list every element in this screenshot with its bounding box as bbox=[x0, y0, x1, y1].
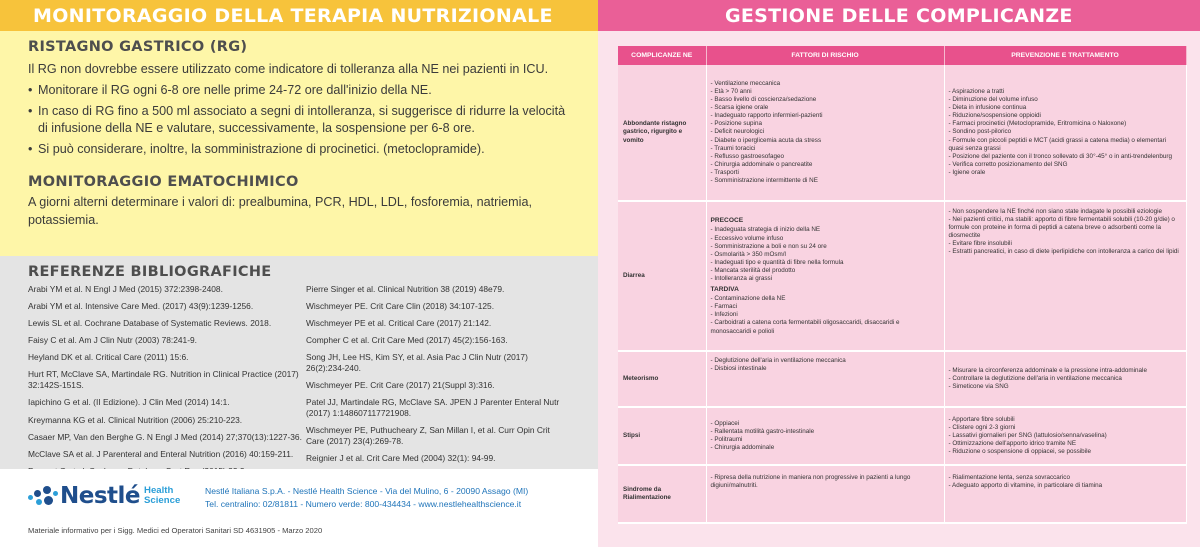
risk-factors bbox=[706, 351, 944, 407]
list-item: - Trasporti bbox=[710, 168, 739, 176]
list-item: - Simeticone via SNG bbox=[948, 383, 1009, 391]
list-item: - Età > 70 anni bbox=[710, 87, 752, 95]
prevention-treatment bbox=[944, 407, 1186, 465]
complication-name: Diarrea bbox=[618, 201, 706, 351]
disclaimer: Materiale informativo per i Sigg. Medici ed Operatori Sanitari SD 4631905 - Marzo 2020 bbox=[28, 526, 323, 535]
reference: Hurt RT, McClave SA, Martindale RG. Nutrition in Clinical Practice (2017) 32:142S-151S. bbox=[28, 369, 299, 391]
list-item: - Ripresa della nutrizione in maniera non progressive in pazienti a lungo digiuni/malnutriti. bbox=[710, 474, 911, 490]
reference: Reignier J et al. Crit Care Med (2004) 32(1): 94-99. bbox=[306, 453, 496, 464]
list-item: - Formule con piccoli peptidi e MCT (acidi grassi a catena media) o elementari quasi senza grassi bbox=[948, 136, 1167, 152]
reference: Wischmeyer PE. Crit Care Clin (2018) 34:107-125. bbox=[306, 301, 495, 312]
monitoring-section bbox=[0, 31, 598, 256]
prevention-treatment bbox=[944, 201, 1186, 351]
refs-col-1 bbox=[28, 284, 306, 483]
list-item: - Riduzione/sospensione oppioidi bbox=[948, 112, 1041, 120]
list-item: - Deficit neurologici bbox=[710, 128, 765, 136]
reference: Faisy C et al. Am J Clin Nutr (2003) 78:241-9. bbox=[28, 335, 197, 346]
reference: Compher C et al. Crit Care Med (2017) 45(2):156-163. bbox=[306, 335, 508, 346]
col-header: PREVENZIONE E TRATTAMENTO bbox=[944, 46, 1186, 65]
list-item: - Chirurgia addominale o pancreatite bbox=[710, 160, 813, 168]
list-item: - Estratti pancreatici, in caso di diete iperlipidiche con intolleranza a carico dei lipidi bbox=[948, 248, 1179, 256]
col-header: FATTORI DI RISCHIO bbox=[706, 46, 944, 65]
reference: McClave SA et al. J Parenteral and Enteral Nutrition (2016) 40:159-211. bbox=[28, 448, 294, 459]
risk-factors bbox=[706, 201, 944, 351]
reference: Heyland DK et al. Critical Care (2011) 15:6. bbox=[28, 352, 189, 363]
company-line: Nestlé Italiana S.p.A. - Nestlé Health Science - Via del Mulino, 6 - 20090 Assago (MI) bbox=[205, 486, 529, 496]
list-item: - Chirurgia addominale bbox=[710, 444, 775, 452]
table-row bbox=[618, 407, 1186, 465]
rg-bullet: • Monitorare il RG ogni 6-8 ore nelle prime 24-72 ore dall'inizio della NE. bbox=[28, 82, 570, 99]
nestle-health-science-logo bbox=[28, 483, 180, 509]
list-item: - Inadeguati tipo e quantità di fibre nella formula bbox=[710, 258, 844, 266]
list-item: - Carboidrati a catena corta fermentabili oligosaccaridi, disaccaridi e monosaccaridi e polioli bbox=[710, 319, 900, 335]
list-item: - Non sospendere la NE finché non siano state indagate le possibili eziologie bbox=[948, 208, 1163, 215]
list-item: - Igiene orale bbox=[948, 168, 986, 176]
right-panel bbox=[598, 0, 1200, 547]
list-item: - Infezioni bbox=[710, 311, 738, 319]
table-row bbox=[618, 65, 1186, 201]
list-item: - Sondino post-pilorico bbox=[948, 128, 1012, 136]
reference: Wischmeyer PE, Puthucheary Z, San Millan I, et al. Curr Opin Crit Care (2017) 23(4):269-78. bbox=[306, 425, 550, 447]
emato-title: MONITORAGGIO EMATOCHIMICO bbox=[28, 174, 299, 190]
risk-subheading: TARDIVA bbox=[710, 286, 739, 294]
rg-bullet: • Si può considerare, inoltre, la somministrazione di procinetici. (metoclopramide). bbox=[28, 141, 570, 158]
logo-subtitle bbox=[144, 486, 180, 506]
list-item: - Scarsa igiene orale bbox=[710, 104, 769, 112]
list-item: - Somministrazione a boli e non su 24 ore bbox=[710, 242, 827, 250]
rg-intro: Il RG non dovrebbe essere utilizzato come indicatore di tolleranza alla NE nei pazienti in ICU. bbox=[28, 62, 549, 76]
reference: Arabi YM et al. Intensive Care Med. (2017) 43(9):1239-1256. bbox=[28, 301, 254, 312]
table-row bbox=[618, 465, 1186, 523]
list-item: - Posizione supina bbox=[710, 120, 762, 128]
list-item: - Apportare fibre solubili bbox=[948, 415, 1015, 423]
list-item: - Reflusso gastroesofageo bbox=[710, 152, 785, 160]
list-item: - Basso livello di coscienza/sedazione bbox=[710, 96, 817, 104]
logo-dots-icon bbox=[28, 485, 58, 507]
reference: Lewis SL et al. Cochrane Database of Systematic Reviews. 2018. bbox=[28, 318, 272, 329]
list-item: - Verifica corretto posizionamento del SNG bbox=[948, 160, 1068, 168]
list-item: - Riduzione o sospensione di oppiacei, se possibile bbox=[948, 448, 1091, 456]
risk-factors bbox=[706, 407, 944, 465]
list-item: - Osmolarità > 350 mOsm/l bbox=[710, 250, 786, 258]
list-item: - Oppiacei bbox=[710, 419, 740, 427]
list-item: - Adeguato apporto di vitamine, in particolare di tiamina bbox=[948, 482, 1103, 490]
right-header: GESTIONE DELLE COMPLICANZE bbox=[598, 0, 1200, 31]
reference: Song JH, Lee HS, Kim SY, et al. Asia Pac J Clin Nutr (2017) 26(2):234-240. bbox=[306, 352, 528, 374]
complication-name: Sindrome da Rialimentazione bbox=[618, 465, 706, 523]
reference: Pierre Singer et al. Clinical Nutrition 38 (2019) 48e79. bbox=[306, 284, 505, 294]
risk-subheading: PRECOCE bbox=[710, 217, 744, 225]
list-item: - Politraumi bbox=[710, 436, 743, 443]
list-item: - Inadeguato rapporto infermieri-pazienti bbox=[710, 112, 823, 120]
list-item: - Traumi toracici bbox=[710, 144, 756, 152]
list-item: - Rialimentazione lenta, senza sovraccarico bbox=[948, 474, 1070, 481]
left-header: MONITORAGGIO DELLA TERAPIA NUTRIZIONALE bbox=[0, 0, 598, 31]
reference: Wischmeyer PE. Crit Care (2017) 21(Suppl 3):316. bbox=[306, 380, 495, 391]
list-item: - Inadeguata strategia di inizio della NE bbox=[710, 226, 821, 234]
logo-wordmark: Nestlé bbox=[60, 483, 141, 509]
contact-line bbox=[205, 498, 528, 511]
list-item: - Disbiosi intestinale bbox=[710, 365, 767, 373]
list-item: - Misurare la circonferenza addominale e la pressione intra-addominale bbox=[948, 366, 1147, 374]
reference: Iapichino G et al. (II Edizione). J Clin Med (2014) 14:1. bbox=[28, 397, 230, 408]
prevention-treatment bbox=[944, 465, 1186, 523]
reference: Patel JJ, Martindale RG, McClave SA. JPEN J Parenter Enteral Nutr (2017) 1:148607117721908. bbox=[306, 397, 560, 419]
risk-factors bbox=[706, 65, 944, 201]
reference: Casaer MP, Van den Berghe G. N Engl J Med (2014) 27;370(13):1227-36. bbox=[28, 431, 302, 442]
logo-science: Science bbox=[144, 495, 181, 506]
list-item: - Dieta in infusione continua bbox=[948, 104, 1027, 112]
list-item: - Diabete o iperglicemia acuta da stress bbox=[710, 136, 822, 144]
references-section bbox=[0, 256, 598, 469]
list-item: - Evitare fibre insolubili bbox=[948, 240, 1012, 248]
list-item: - Intolleranza ai grassi bbox=[710, 275, 773, 282]
list-item: - Clistere ogni 2-3 giorni bbox=[948, 423, 1016, 431]
prevention-treatment bbox=[944, 351, 1186, 407]
left-panel bbox=[0, 0, 598, 547]
complications-table bbox=[618, 46, 1187, 524]
reference: Wischmeyer PE et al. Critical Care (2017) 21:142. bbox=[306, 318, 492, 329]
logo-health: Health bbox=[144, 485, 174, 496]
refs-col-2 bbox=[306, 284, 568, 483]
list-item: - Eccessivo volume infuso bbox=[710, 234, 784, 242]
table-header-row bbox=[618, 46, 1186, 65]
risk-factors bbox=[706, 465, 944, 523]
list-item: - Ventilazione meccanica bbox=[710, 79, 781, 87]
list-item: - Posizione del paziente con il tronco sollevato di 30°-45° o in anti-trendelenburg bbox=[948, 152, 1172, 160]
footer bbox=[0, 469, 598, 547]
list-item: - Diminuzione del volume infuso bbox=[948, 96, 1038, 104]
list-item: - Nei pazienti critici, ma stabili: apporto di fibre fermentabili solubili (10-20 g/die) o formule con proteine in forma di peptidi a catena breve o adsorbenti come la diosmectite bbox=[948, 216, 1175, 240]
rg-title: RISTAGNO GASTRICO (RG) bbox=[28, 39, 248, 55]
table-row bbox=[618, 351, 1186, 407]
complication-name: Abbondante ristagno gastrico, rigurgito e vomito bbox=[618, 65, 706, 201]
list-item: - Farmaci bbox=[710, 303, 738, 311]
refs-columns bbox=[28, 284, 570, 483]
company-info bbox=[205, 485, 528, 511]
refs-title: REFERENZE BIBLIOGRAFICHE bbox=[28, 264, 272, 280]
website-link[interactable]: www.nestlehealthscience.it bbox=[418, 499, 522, 509]
complication-name: Stipsi bbox=[618, 407, 706, 465]
list-item: - Somministrazione intermittente di NE bbox=[710, 177, 818, 185]
list-item: - Mancata sterilità del prodotto bbox=[710, 266, 796, 274]
reference: Kreymanna KG et al. Clinical Nutrition (2006) 25:210-223. bbox=[28, 414, 243, 425]
list-item: - Farmaci procinetici (Metoclopramide, Eritromicina o Naloxone) bbox=[948, 120, 1127, 128]
list-item: - Ottimizzazione dell'apporto idrico tramite NE bbox=[948, 440, 1077, 448]
list-item: - Aspirazione a tratti bbox=[948, 87, 1005, 95]
rg-bullet: • In caso di RG fino a 500 ml associato a segni di intolleranza, si suggerisce di ridurre la velocità di infusione della NE e valutare, successivamente, la sospensione per 6-8 ore. bbox=[28, 103, 570, 137]
reference: Arabi YM et al. N Engl J Med (2015) 372:2398-2408. bbox=[28, 284, 223, 294]
list-item: - Lassativi giornalieri per SNG (lattulosio/senna/vaselina) bbox=[948, 431, 1107, 439]
prevention-treatment bbox=[944, 65, 1186, 201]
list-item: - Controllare la deglutizione dell'aria in ventilazione meccanica bbox=[948, 374, 1122, 382]
list-item: - Contaminazione della NE bbox=[710, 295, 786, 303]
col-header: COMPLICANZE NE bbox=[618, 46, 706, 65]
table-row bbox=[618, 201, 1186, 351]
list-item: - Rallentata motilità gastro-intestinale bbox=[710, 427, 815, 435]
complication-name: Meteorismo bbox=[618, 351, 706, 407]
list-item: - Deglutizione dell'aria in ventilazione meccanica bbox=[710, 357, 846, 364]
emato-text: A giorni alterni determinare i valori di: prealbumina, PCR, HDL, LDL, fosforemia, natriemia, potassiemia. bbox=[28, 195, 532, 227]
contact-text: Tel. centralino: 02/81811 - Numero verde: 800-434434 - bbox=[205, 499, 419, 509]
